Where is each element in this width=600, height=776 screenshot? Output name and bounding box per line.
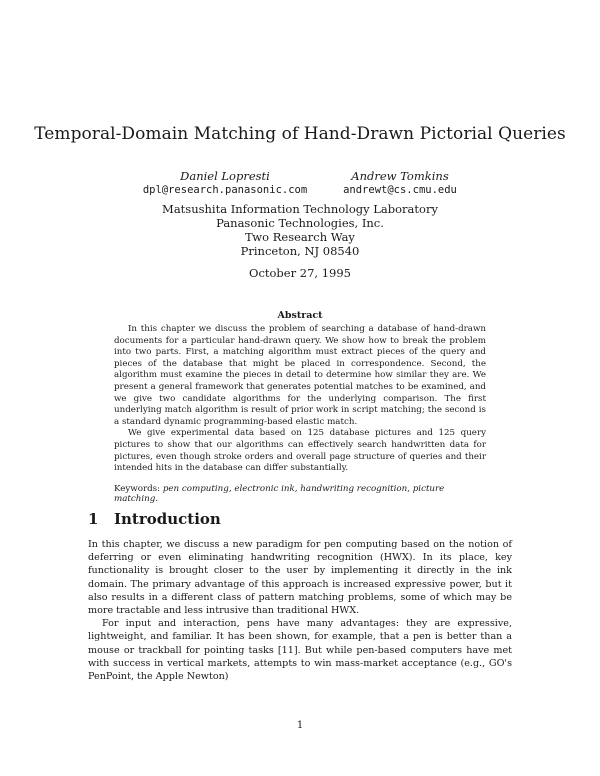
abstract-body (114, 324, 486, 475)
author-2-email: andrewt@cs.cmu.edu (343, 184, 457, 196)
paper-title: Temporal-Domain Matching of Hand-Drawn Pictorial Queries (34, 124, 566, 144)
section-number: 1 (88, 510, 99, 528)
abstract-paragraph: We give experimental data based on 125 database pictures and 125 query pictures to show that our algorithms can effectively search handwritten data for pictures, even though stroke orders and overall page structure of queries and their intended hits in the database can differ substantially. (114, 428, 486, 474)
author-1-name: Daniel Lopresti (180, 169, 270, 183)
keywords-list: pen computing, electronic ink, handwriting recognition, picture matching. (114, 484, 445, 504)
paper-date: October 27, 1995 (249, 266, 351, 280)
abstract-paragraph: In this chapter we discuss the problem of searching a database of hand-drawn documents for a particular hand-drawn query. We show how to break the problem into two parts. First, a matching algorithm must extract pieces of the query and pieces of the database that might be placed in correspondence. Second, the algorithm must examine the pieces in detail to determine how similar they are. We present a general framework that generates potential matches to be examined, and we give two candidate algorithms for the underlying comparison. The first underlying match algorithm is result of prior work in script matching; the second is a standard dynamic programming-based elastic match. (114, 324, 486, 427)
body-text (88, 538, 512, 683)
affiliation-line-3: Two Research Way (245, 230, 355, 244)
abstract-heading: Abstract (277, 310, 323, 321)
page-number: 1 (296, 720, 304, 731)
keywords-label: Keywords: (114, 484, 161, 494)
affiliation-line-4: Princeton, NJ 08540 (240, 244, 360, 258)
body-paragraph: For input and interaction, pens have many advantages: they are expressive, lightweight, and familiar. It has been shown, for example, that a pen is better than a mouse or trackball for pointing tasks [11]. But while pen-based computers have met with success in vertical markets, attempts to win mass-market acceptance (e.g., GO's PenPoint, the Apple Newton) (88, 618, 512, 683)
keywords (114, 484, 486, 504)
affiliation-line-1: Matsushita Information Technology Laboratory (162, 202, 438, 216)
section-title: Introduction (114, 510, 221, 528)
body-paragraph: In this chapter, we discuss a new paradigm for pen computing based on the notion of deferring or even eliminating handwriting recognition (HWX). In its place, key functionality is brought closer to the user by implementing it directly in the ink domain. The primary advantage of this approach is increased expressive power, but it also results in a different class of pattern matching problems, some of which may be more tractable and less intrusive than traditional HWX. (88, 539, 512, 617)
author-2-name: Andrew Tomkins (351, 169, 449, 183)
section-heading (88, 510, 221, 528)
affiliation-line-2: Panasonic Technologies, Inc. (216, 216, 384, 230)
author-1-email: dpl@research.panasonic.com (142, 184, 308, 196)
